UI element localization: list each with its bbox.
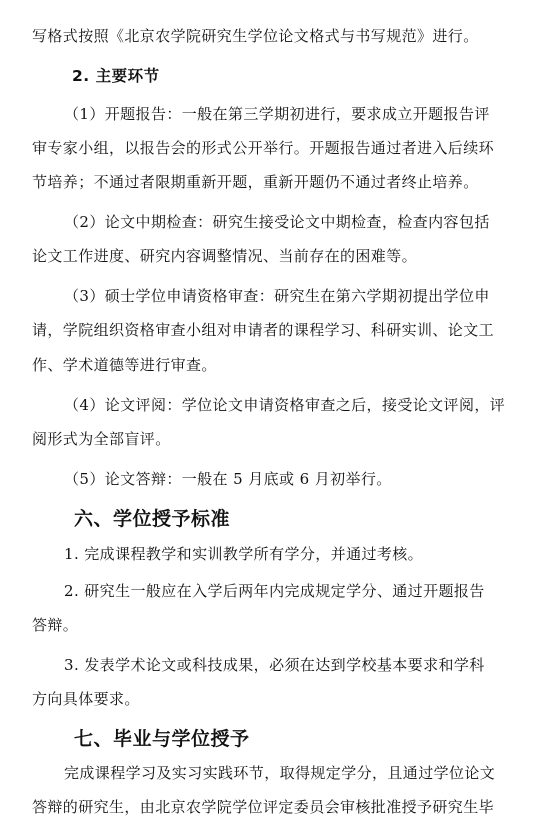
item-1-line-3: 节培养；不通过者限期重新开题，重新开题仍不通过者终止培养。 xyxy=(32,173,479,191)
six-item-1-line-1: 1. 完成课程教学和实训教学所有学分，并通过考核。 xyxy=(64,545,424,563)
item-3-line-2: 请，学院组织资格审查小组对申请者的课程学习、科研实训、论文工 xyxy=(32,321,495,339)
item-4-line-1: （4）论文评阅：学位论文申请资格审查之后，接受论文评阅，评 xyxy=(64,396,506,414)
seven-line-1: 完成课程学习及实习实践环节，取得规定学分，且通过学位论文 xyxy=(64,764,496,782)
item-2-line-1: （2）论文中期检查：研究生接受论文中期检查，检查内容包括 xyxy=(64,213,490,231)
item-3-line-1: （3）硕士学位申请资格审查：研究生在第六学期初提出学位申 xyxy=(64,287,490,305)
section-seven-title: 七、毕业与学位授予 xyxy=(74,728,250,750)
six-item-3-line-1: 3. 发表学术论文或科技成果，必须在达到学校基本要求和学科 xyxy=(64,656,485,674)
intro-line: 写格式按照《北京农学院研究生学位论文格式与书写规范》进行。 xyxy=(32,27,479,45)
section-six-title: 六、学位授予标准 xyxy=(74,508,231,530)
six-item-2-line-1: 2. 研究生一般应在入学后两年内完成规定学分、通过开题报告 xyxy=(64,582,485,600)
item-1-line-1: （1）开题报告：一般在第三学期初进行，要求成立开题报告评 xyxy=(64,105,490,123)
six-item-2-line-2: 答辩。 xyxy=(32,616,79,634)
item-5-line-1: （5）论文答辩：一般在 5 月底或 6 月初举行。 xyxy=(64,470,392,488)
item-2-line-2: 论文工作进度、研究内容调整情况、当前存在的困难等。 xyxy=(32,247,418,265)
item-3-line-3: 作、学术道德等进行审查。 xyxy=(32,356,217,374)
item-4-line-2: 阅形式为全部盲评。 xyxy=(32,430,171,448)
seven-line-2: 答辩的研究生，由北京农学院学位评定委员会审核批准授予研究生毕 xyxy=(32,798,495,816)
six-item-3-line-2: 方向具体要求。 xyxy=(32,690,140,708)
item-1-line-2: 审专家小组，以报告会的形式公开举行。开题报告通过者进入后续环 xyxy=(32,139,495,157)
section-main-title: 2. 主要环节 xyxy=(72,67,160,85)
